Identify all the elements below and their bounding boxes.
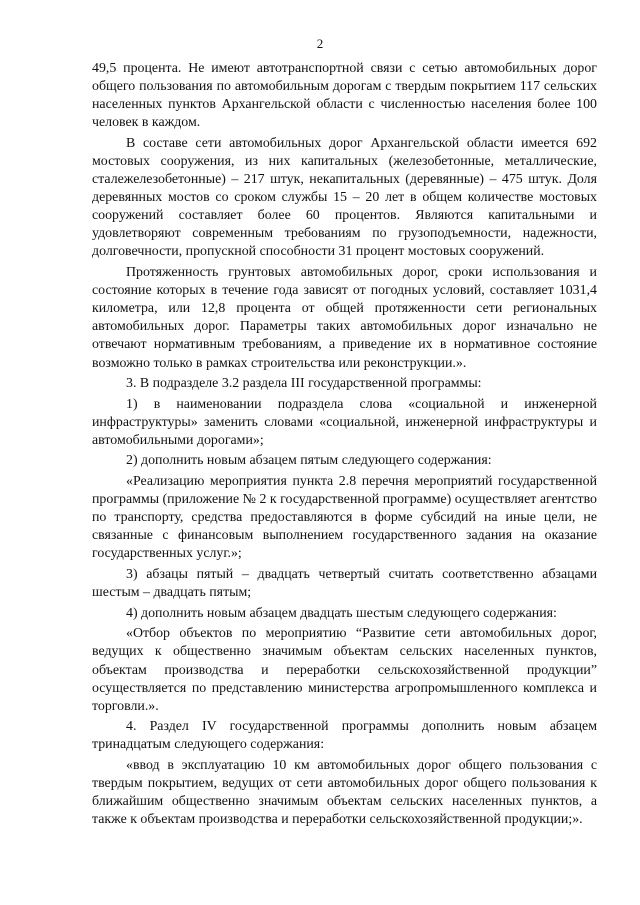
- paragraph-2: В составе сети автомобильных дорог Архангельской области имеется 692 мостовых сооружения, из них капитальных (железобетонные, металлические, сталежелезобетонные) – 217 штук, некапитальных (деревянные) – 475 штук. Доля деревянных мостов со сроком службы 15 – 20 лет в общем количестве мостовых сооружений составляет более 60 процентов. Являются капитальными и удовлетворяют современным требованиям по грузоподъемности, надежности, долговечности, пропускной способности 31 процент мостовых сооружений.: [92, 135, 597, 260]
- document-body: [92, 60, 597, 832]
- paragraph-6: 2) дополнить новым абзацем пятым следующего содержания:: [126, 453, 492, 469]
- paragraph-11: 4. Раздел IV государственной программы дополнить новым абзацем тринадцатым следующего содержания:: [92, 719, 597, 753]
- paragraph-1: 49,5 процента. Не имеют автотранспортной связи с сетью автомобильных дорог общего пользования по автомобильным дорогам с твердым покрытием 117 сельских населенных пунктов Архангельской области с численностью населения более 100 человек в каждом.: [92, 61, 597, 131]
- paragraph-7: «Реализацию мероприятия пункта 2.8 перечня мероприятий государственной программы (приложение № 2 к государственной программе) осуществляет агентство по транспорту, средства предоставляются в форме субсидий на иные цели, не связанные с финансовым выполнением государственного задания на оказание государственных услуг.»;: [92, 474, 597, 562]
- paragraph-3: Протяженность грунтовых автомобильных дорог, сроки использования и состояние которых в течение года зависят от погодных условий, составляет 1031,4 километра, или 12,8 процента от общей протяженности сети региональных автомобильных дорог. Параметры таких автомобильных дорог изначально не отвечают нормативным требованиям, а приведение их в нормативное состояние возможно только в рамках строительства или реконструкции.».: [92, 265, 597, 371]
- paragraph-4: 3. В подразделе 3.2 раздела III государственной программы:: [126, 376, 482, 392]
- paragraph-8: 3) абзацы пятый – двадцать четвертый считать соответственно абзацами шестым – двадцать пятым;: [92, 567, 597, 601]
- paragraph-5: 1) в наименовании подраздела слова «социальной и инженерной инфраструктуры» заменить словами «социальной, инженерной инфраструктуры и автомобильными дорогами»;: [92, 396, 597, 448]
- paragraph-9: 4) дополнить новым абзацем двадцать шестым следующего содержания:: [126, 605, 557, 621]
- paragraph-10: «Отбор объектов по мероприятию “Развитие сети автомобильных дорог, ведущих к общественно значимым объектам сельских населенных пунктов, объектам производства и переработки сельскохозяйственной продукции” осуществляется по представлению министерства агропромышленного комплекса и торговли.».: [92, 626, 597, 714]
- paragraph-12: «ввод в эксплуатацию 10 км автомобильных дорог общего пользования с твердым покрытием, ведущих от сети автомобильных дорог общего пользования к ближайшим общественно значимым объектам сельских населенных пунктов, а также к объектам производства и переработки сельскохозяйственной продукции;».: [92, 757, 597, 828]
- page-number: 2: [316, 36, 324, 51]
